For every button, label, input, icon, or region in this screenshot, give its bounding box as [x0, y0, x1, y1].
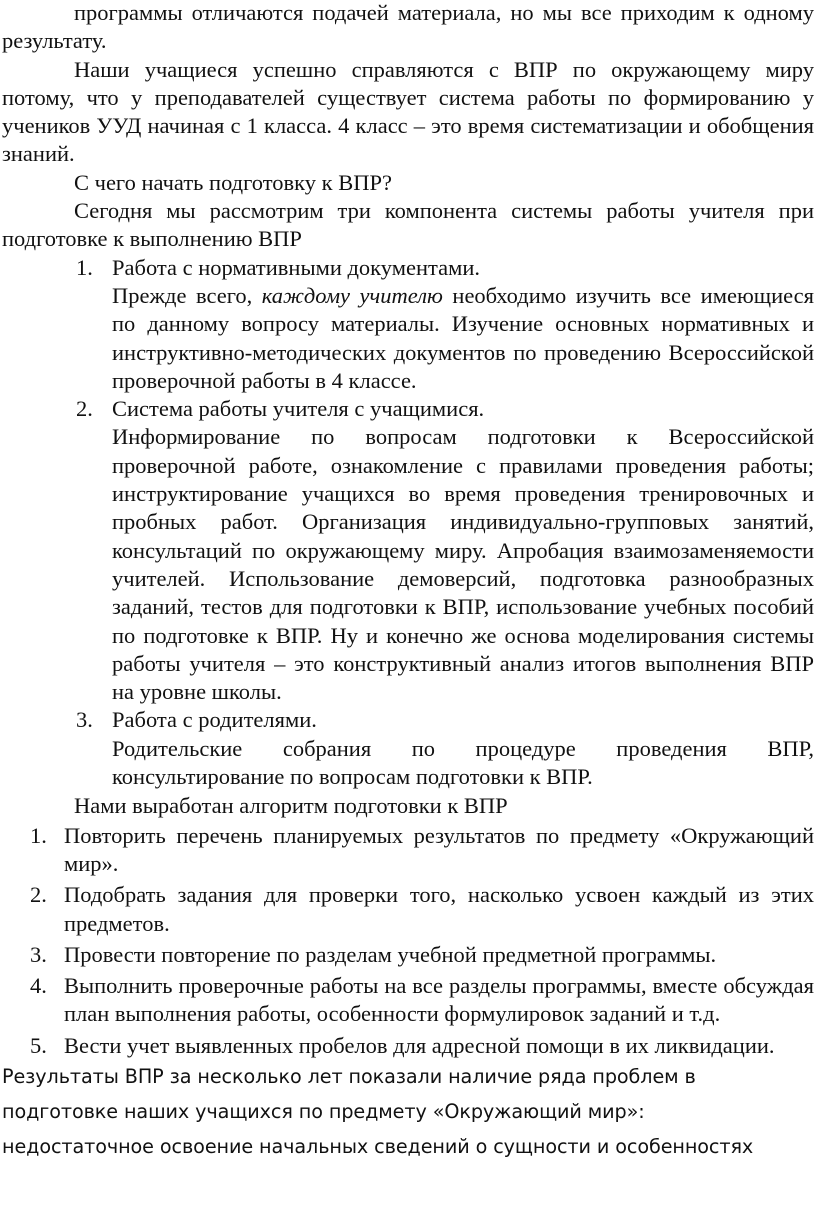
component-item: [2, 706, 814, 791]
paragraph-students-success: [2, 56, 814, 169]
results-line: подготовке наших учащихся по предмету «Окружающий мир»:: [2, 1099, 645, 1123]
component-body: Родительские собрания по процедуре проведения ВПР, консультирование по вопросам подготовки к ВПР.: [112, 735, 814, 790]
algorithm-step-text: Вести учет выявленных пробелов для адресной помощи в их ликвидации.: [64, 1032, 775, 1058]
results-line: Результаты ВПР за несколько лет показали наличие ряда проблем в: [2, 1064, 696, 1088]
document-body: [2, 0, 814, 1060]
algorithm-list: [2, 822, 814, 1060]
algorithm-step-number: 2.: [30, 882, 47, 908]
algorithm-step-number: 4.: [30, 973, 47, 999]
component-item: [2, 254, 814, 395]
component-title: Работа с нормативными документами.: [112, 254, 481, 280]
component-body: [112, 282, 814, 395]
algorithm-step-text: Выполнить проверочные работы на все разделы программы, вместе обсуждая план выполнения работы, особенности формулировок заданий и т.д.: [64, 973, 814, 1027]
component-number: 3.: [76, 707, 93, 733]
paragraph-three-components: [2, 197, 814, 254]
component-body-text: Прежде всего,: [112, 282, 262, 308]
component-number: 1.: [76, 254, 93, 280]
results-section: [2, 1059, 814, 1164]
results-line: недостаточное освоение начальных сведений о сущности и особенностях: [2, 1134, 754, 1158]
component-title: Работа с родителями.: [112, 707, 317, 733]
components-list: [2, 254, 814, 792]
algorithm-step: [2, 822, 814, 879]
algorithm-step: [2, 881, 814, 938]
paragraph-where-to-start: [2, 169, 814, 197]
algorithm-step-number: 5.: [30, 1032, 47, 1058]
algorithm-step: [2, 972, 814, 1029]
opening-paragraph: [2, 0, 814, 56]
component-body: Информирование по вопросам подготовки к Всероссийской проверочной работе, ознакомление с правилами проведения работы; инструктирование учащихся во время проведения тренировочных и пробных работ. Организация индивидуально-групповых занятий, консультаций по окружающему миру. Апробация взаимозаменяемости учителей. Использование демоверсий, подготовка разнообразных заданий, тестов для подготовки к ВПР, использование учебных пособий по подготовке к ВПР. Ну и конечно же основа моделирования системы работы учителя – это конструктивный анализ итогов выполнения ВПР на уровне школы.: [112, 424, 814, 705]
component-item: [2, 395, 814, 706]
paragraph-where-to-start-text: С чего начать подготовку к ВПР?: [74, 169, 392, 195]
opening-paragraph-text: программы отличаются подачей материала, но мы все приходим к одному результату.: [2, 0, 814, 54]
paragraph-students-success-text: Наши учащиеся успешно справляются с ВПР по окружающему миру потому, что у преподавателей существует система работы по формированию у учеников УУД начиная с 1 класса. 4 класс – это время систематизации и обобщения знаний.: [2, 56, 814, 167]
algorithm-step-text: Подобрать задания для проверки того, насколько усвоен каждый из этих предметов.: [64, 882, 814, 936]
component-body-text-rest: необходимо изучить все имеющиеся по данному вопросу материалы. Изучение основных нормативных и инструктивно-методических документов по проведению Всероссийской проверочной работы в 4 классе.: [112, 282, 815, 393]
algorithm-intro: Нами выработан алгоритм подготовки к ВПР: [74, 793, 508, 819]
component-number: 2.: [76, 396, 93, 422]
component-body-emphasis: каждому учителю: [261, 282, 443, 308]
algorithm-step-number: 1.: [30, 822, 47, 848]
algorithm-step: [2, 1032, 814, 1060]
algorithm-step-number: 3.: [30, 941, 47, 967]
algorithm-step-text: Провести повторение по разделам учебной предметной программы.: [64, 941, 717, 967]
algorithm-step: [2, 941, 814, 969]
algorithm-step-text: Повторить перечень планируемых результатов по предмету «Окружающий мир».: [64, 822, 814, 876]
paragraph-three-components-text: Сегодня мы рассмотрим три компонента системы работы учителя при подготовке к выполнению ВПР: [2, 198, 814, 252]
component-title: Система работы учителя с учащимися.: [112, 396, 485, 422]
